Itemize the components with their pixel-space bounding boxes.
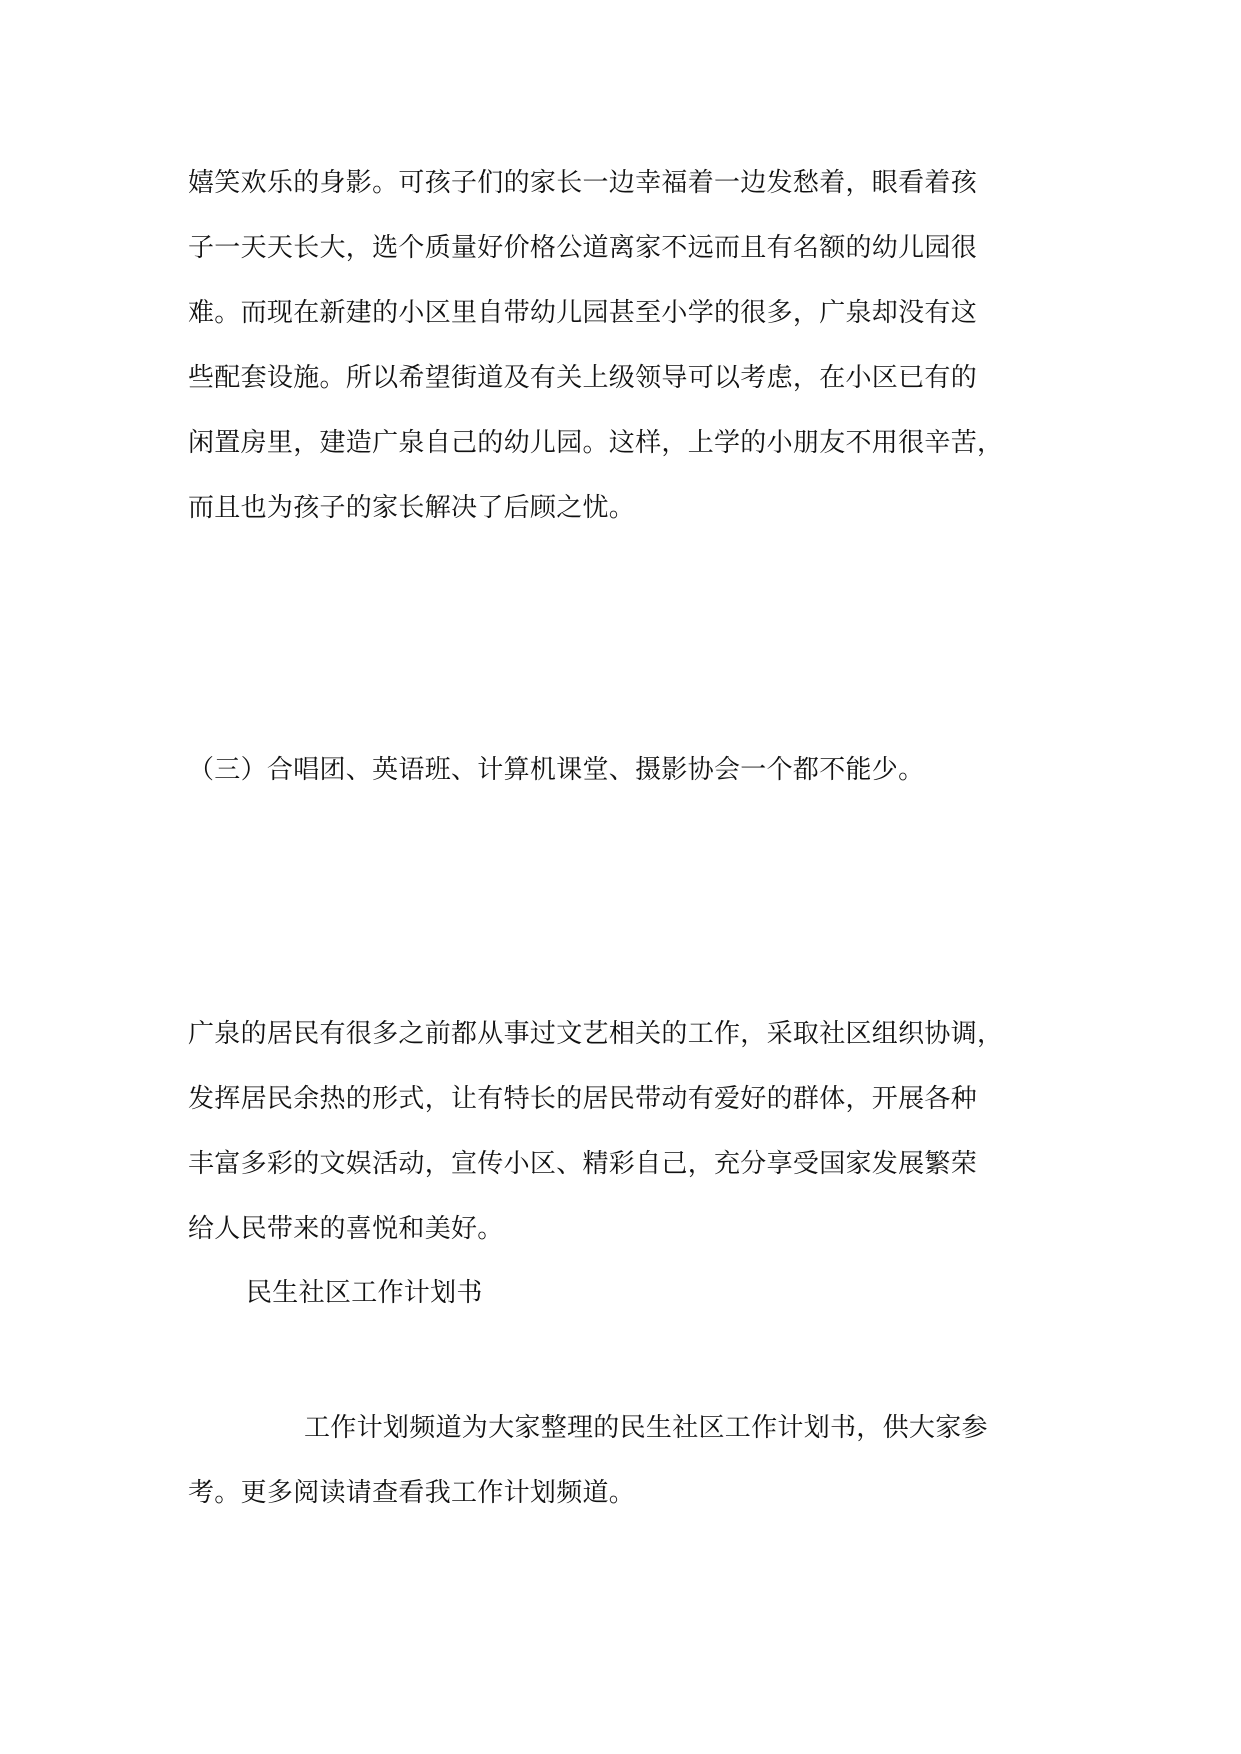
intro-paragraph [188,1396,1088,1526]
paragraph-cultural-activities [188,1002,1088,1262]
paragraph-line: 子一天天长大，选个质量好价格公道离家不远而且有名额的幼儿园很 [188,233,978,263]
paragraph-line: 发挥居民余热的形式，让有特长的居民带动有爱好的群体，开展各种 [188,1084,978,1114]
paragraph-line: 难。而现在新建的小区里自带幼儿园甚至小学的很多，广泉却没有这 [188,298,978,328]
paragraph-line: 给人民带来的喜悦和美好。 [188,1214,504,1244]
paragraph-line: 而且也为孩子的家长解决了后顾之忧。 [188,493,636,523]
paragraph-line: 些配套设施。所以希望街道及有关上级领导可以考虑，在小区已有的 [188,363,978,393]
paragraph-line: 工作计划频道为大家整理的民生社区工作计划书，供大家参 [304,1413,988,1443]
paragraph-line: 闲置房里，建造广泉自己的幼儿园。这样，上学的小朋友不用很辛苦， [188,428,1004,458]
paragraph-line: 广泉的居民有很多之前都从事过文艺相关的工作，采取社区组织协调， [188,1019,1004,1049]
section-heading-3 [188,738,1088,803]
paragraph-kindergarten [188,151,1088,541]
section-heading-text: （三）合唱团、英语班、计算机课堂、摄影协会一个都不能少。 [188,755,925,785]
paragraph-line: 考。更多阅读请查看我工作计划频道。 [188,1478,636,1508]
plan-title-text: 民生社区工作计划书 [246,1278,483,1308]
plan-title [188,1261,1088,1326]
paragraph-line: 嬉笑欢乐的身影。可孩子们的家长一边幸福着一边发愁着，眼看着孩 [188,168,978,198]
paragraph-line: 丰富多彩的文娱活动，宣传小区、精彩自己，充分享受国家发展繁荣 [188,1149,978,1179]
